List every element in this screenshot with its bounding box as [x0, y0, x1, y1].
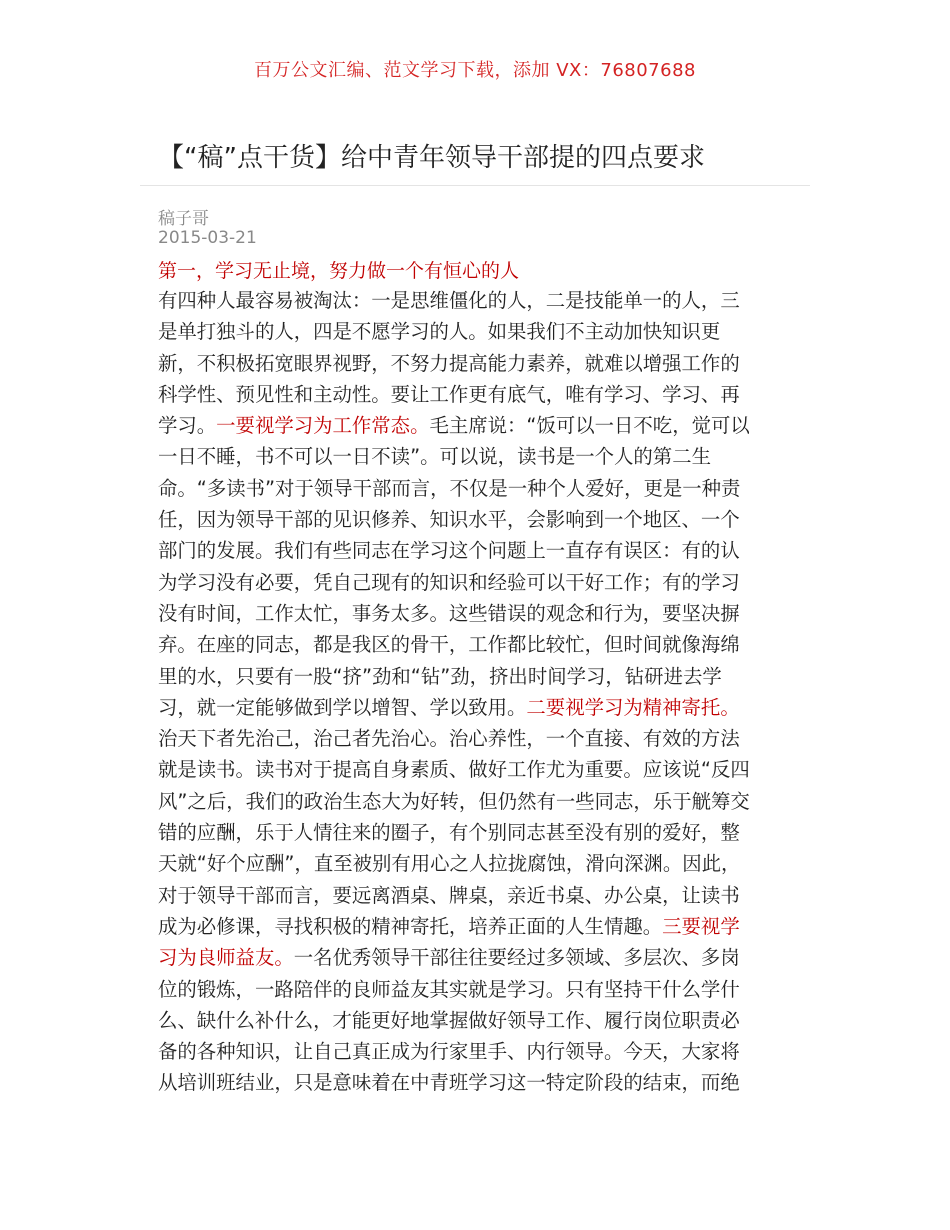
body-text-segment: 习，就一定能够做到学以增智、学以致用。: [158, 695, 527, 719]
body-line: [158, 629, 798, 660]
body-line: [158, 880, 798, 911]
body-text-segment: 学习。: [158, 414, 217, 438]
body-text-segment: 科学性、预见性和主动性。要让工作更有底气，唯有学习、学习、再: [158, 382, 740, 406]
body-line: [158, 786, 798, 817]
body-text-segment: 对于领导干部而言，要远离酒桌、牌桌，亲近书桌、办公桌，让读书: [158, 883, 740, 907]
body-line: [158, 1005, 798, 1036]
article-body: [158, 285, 798, 1099]
body-line: [158, 567, 798, 598]
body-line: [158, 316, 798, 347]
body-text-segment: 新，不积极拓宽眼界视野，不努力提高能力素养，就难以增强工作的: [158, 351, 740, 375]
article-date: 2015-03-21: [158, 228, 257, 248]
body-text-segment: 么、缺什么补什么，才能更好地掌握做好领导工作、履行岗位职责必: [158, 1008, 740, 1032]
promo-banner: 百万公文汇编、范文学习下载，添加 VX：76807688: [254, 60, 696, 81]
body-text-segment: 有四种人最容易被淘汰：一是思维僵化的人，二是技能单一的人，三: [158, 289, 740, 312]
body-line: [158, 911, 798, 942]
body-text-segment: 为学习没有必要，凭自己现有的知识和经验可以干好工作；有的学习: [158, 570, 740, 594]
body-line: [158, 848, 798, 879]
body-line: [158, 285, 798, 316]
body-text-segment: 备的各种知识，让自己真正成为行家里手、内行领导。今天，大家将: [158, 1040, 740, 1064]
body-text-segment: 任，因为领导干部的见识修养、知识水平，会影响到一个地区、一个: [158, 508, 740, 532]
article-author[interactable]: 稿子哥: [158, 209, 209, 229]
body-text-segment: 是单打独斗的人，四是不愿学习的人。如果我们不主动加快知识更: [158, 320, 721, 344]
highlight-phrase: 二要视学习为精神寄托。: [526, 695, 740, 719]
body-text-segment: 一名优秀领导干部往往要经过多领域、多层次、多岗: [293, 946, 740, 970]
body-text-segment: 毛主席说：“饭可以一日不吃，觉可以: [429, 414, 750, 438]
body-line: [158, 1036, 798, 1067]
body-text-segment: 天就“好个应酬”，直至被别有用心之人拉拢腐蚀，滑向深渊。因此，: [158, 852, 741, 876]
highlight-phrase: 习为良师益友。: [158, 946, 294, 970]
body-text-segment: 治天下者先治己，治己者先治心。治心养性，一个直接、有效的方法: [158, 727, 740, 751]
body-line: [158, 504, 798, 535]
body-text-segment: 就是读书。读书对于提高自身素质、做好工作尤为重要。应该说“反四: [158, 758, 750, 782]
body-text-segment: 位的锻炼，一路陪伴的良师益友其实就是学习。只有坚持干什么学什: [158, 977, 740, 1001]
body-line: [158, 817, 798, 848]
body-line: [158, 754, 798, 785]
title-divider: [140, 185, 810, 186]
body-line: [158, 661, 798, 692]
body-line: [158, 1067, 798, 1098]
article-title: 【“稿”点干货】给中青年领导干部提的四点要求: [158, 143, 705, 173]
body-text-segment: 里的水，只要有一股“挤”劲和“钻”劲，挤出时间学习，钻研进去学: [158, 664, 722, 688]
section-heading: 第一，学习无止境，努力做一个有恒心的人: [158, 260, 520, 282]
body-line: [158, 441, 798, 472]
body-text-segment: 弃。在座的同志，都是我区的骨干，工作都比较忙，但时间就像海绵: [158, 633, 740, 657]
body-line: [158, 942, 798, 973]
body-line: [158, 598, 798, 629]
body-line: [158, 535, 798, 566]
body-text-segment: 从培训班结业，只是意味着在中青班学习这一特定阶段的结束，而绝: [158, 1071, 740, 1095]
body-text-segment: 部门的发展。我们有些同志在学习这个问题上一直存有误区：有的认: [158, 539, 740, 563]
body-text-segment: 风”之后，我们的政治生态大为好转，但仍然有一些同志，乐于觥筹交: [158, 789, 750, 813]
highlight-phrase: 一要视学习为工作常态。: [216, 414, 430, 438]
body-text-segment: 错的应酬，乐于人情往来的圈子，有个别同志甚至没有别的爱好，整: [158, 821, 740, 845]
body-line: [158, 723, 798, 754]
body-line: [158, 974, 798, 1005]
body-line: [158, 473, 798, 504]
body-text-segment: 没有时间，工作太忙，事务太多。这些错误的观念和行为，要坚决摒: [158, 601, 740, 625]
body-line: [158, 410, 798, 441]
body-text-segment: 一日不睡，书不可以一日不读”。可以说，读书是一个人的第二生: [158, 445, 711, 469]
body-line: [158, 379, 798, 410]
body-line: [158, 692, 798, 723]
highlight-phrase: 三要视学: [662, 914, 740, 938]
body-text-segment: 命。“多读书”对于领导干部而言，不仅是一种个人爱好，更是一种责: [158, 476, 741, 500]
body-text-segment: 成为必修课，寻找积极的精神寄托，培养正面的人生情趣。: [158, 914, 663, 938]
body-line: [158, 348, 798, 379]
